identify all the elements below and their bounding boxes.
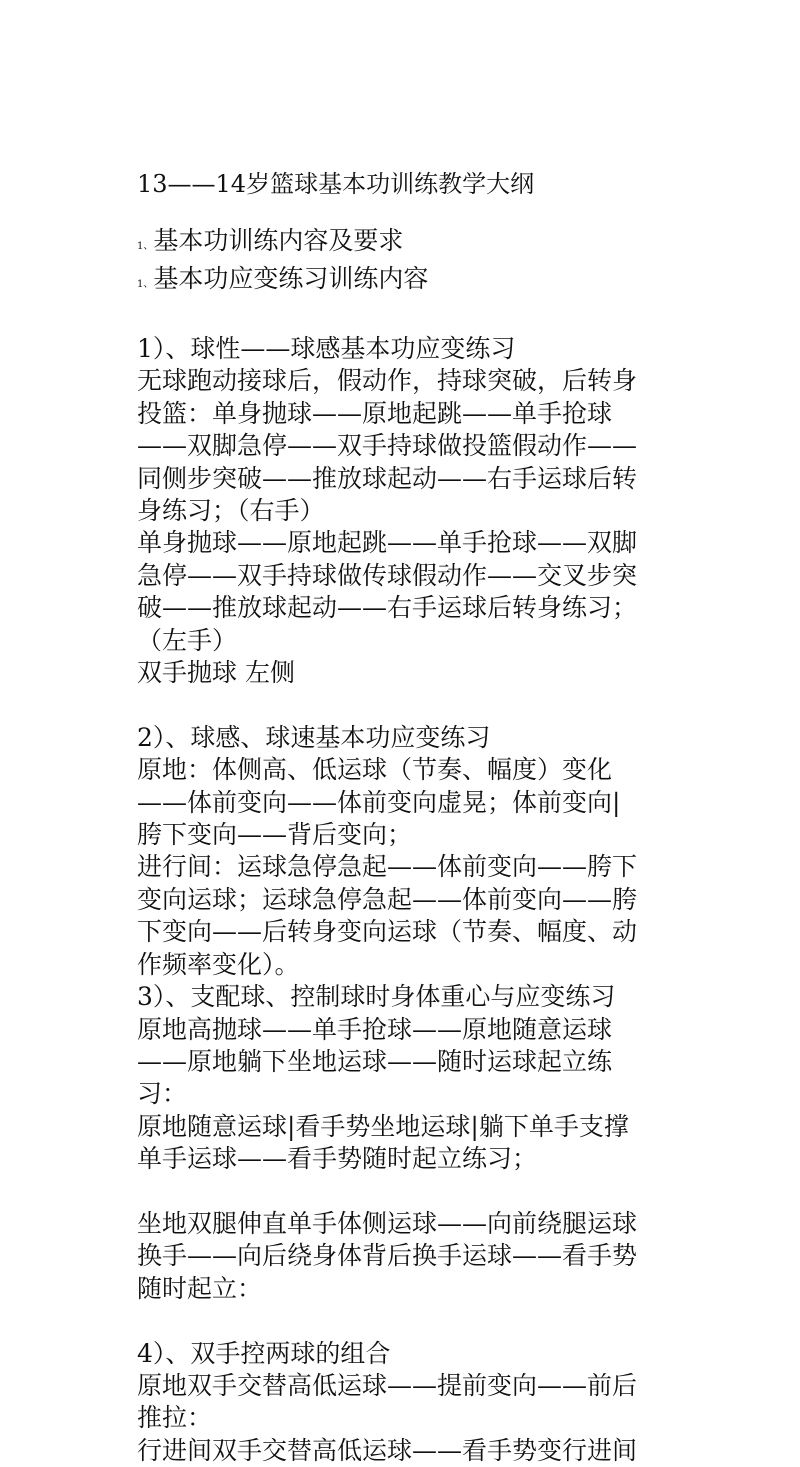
body-line: 1）、球性——球感基本功应变练习 <box>137 334 516 363</box>
document-body <box>137 333 685 1467</box>
body-line: 推拉： <box>137 1403 213 1433</box>
body-line: ——原地躺下坐地运球——随时运球起立练 <box>137 1046 613 1076</box>
section-gap <box>137 301 685 333</box>
body-line: 坐地双腿伸直单手体侧运球——向前绕腿运球 <box>137 1208 638 1238</box>
blank-line <box>137 1305 685 1337</box>
body-line: 单身抛球——原地起跳——单手抢球——双脚 <box>137 528 638 558</box>
body-line: 急停——双手持球做传球假动作——交叉步突 <box>137 560 638 590</box>
toc-item-text: 基本功训练内容及要求 <box>153 226 404 255</box>
blank-line <box>137 1176 685 1208</box>
body-line: 随时起立： <box>137 1273 263 1303</box>
body-line: 习： <box>137 1079 188 1109</box>
body-line: 原地高抛球——单手抢球——原地随意运球 <box>137 1014 613 1044</box>
document-page <box>137 165 685 1467</box>
body-line: 原地双手交替高低运球——提前变向——前后 <box>137 1370 638 1400</box>
body-line: 进行间：运球急停急起——体前变向——胯下 <box>137 852 638 882</box>
body-line: 胯下变向——背后变向； <box>137 820 413 850</box>
body-line: ——体前变向——体前变向虚晃；体前变向| <box>137 787 621 817</box>
body-line: 2）、球感、球速基本功应变练习 <box>137 722 491 752</box>
body-line: 作频率变化）。 <box>137 949 300 979</box>
body-line: 投篮：单身抛球——原地起跳——单手抢球 <box>137 398 613 428</box>
body-line: 身练习；（右手） <box>137 496 325 526</box>
body-line: 原地随意运球|看手势坐地运球|躺下单手支撑 <box>137 1111 629 1141</box>
body-line: 4）、双手控两球的组合 <box>137 1338 391 1368</box>
body-line: 同侧步突破——推放球起动——右手运球后转 <box>137 463 638 493</box>
toc-item-text: 基本功应变练习训练内容 <box>153 264 429 293</box>
body-line: 单手运球——看手势随时起立练习； <box>137 1144 538 1174</box>
toc-item <box>137 263 685 301</box>
body-line: 行进间双手交替高低运球——看手势变行进间 <box>137 1435 638 1465</box>
toc-item-number: 1、 <box>137 279 154 290</box>
body-line: 破——推放球起动——右手运球后转身练习； <box>137 593 638 623</box>
toc-item-number: 1、 <box>137 241 154 252</box>
document-title: 13——14岁篮球基本功训练教学大纲 <box>137 170 535 198</box>
blank-line <box>137 689 685 721</box>
body-line: 下变向——后转身变向运球（节奏、幅度、动 <box>137 917 638 947</box>
body-line: 3）、支配球、控制球时身体重心与应变练习 <box>137 982 616 1012</box>
body-line: ——双脚急停——双手持球做投篮假动作—— <box>137 431 638 461</box>
body-line: （左手） <box>137 625 238 655</box>
body-line: 变向运球；运球急停急起——体前变向——胯 <box>137 884 638 914</box>
toc-item <box>137 225 685 263</box>
body-line: 无球跑动接球后，假动作，持球突破，后转身 <box>137 366 638 396</box>
body-line: 双手抛球 左侧 <box>137 658 295 688</box>
body-line: 原地：体侧高、低运球（节奏、幅度）变化 <box>137 755 613 785</box>
body-line: 换手——向后绕身体背后换手运球——看手势 <box>137 1241 638 1271</box>
